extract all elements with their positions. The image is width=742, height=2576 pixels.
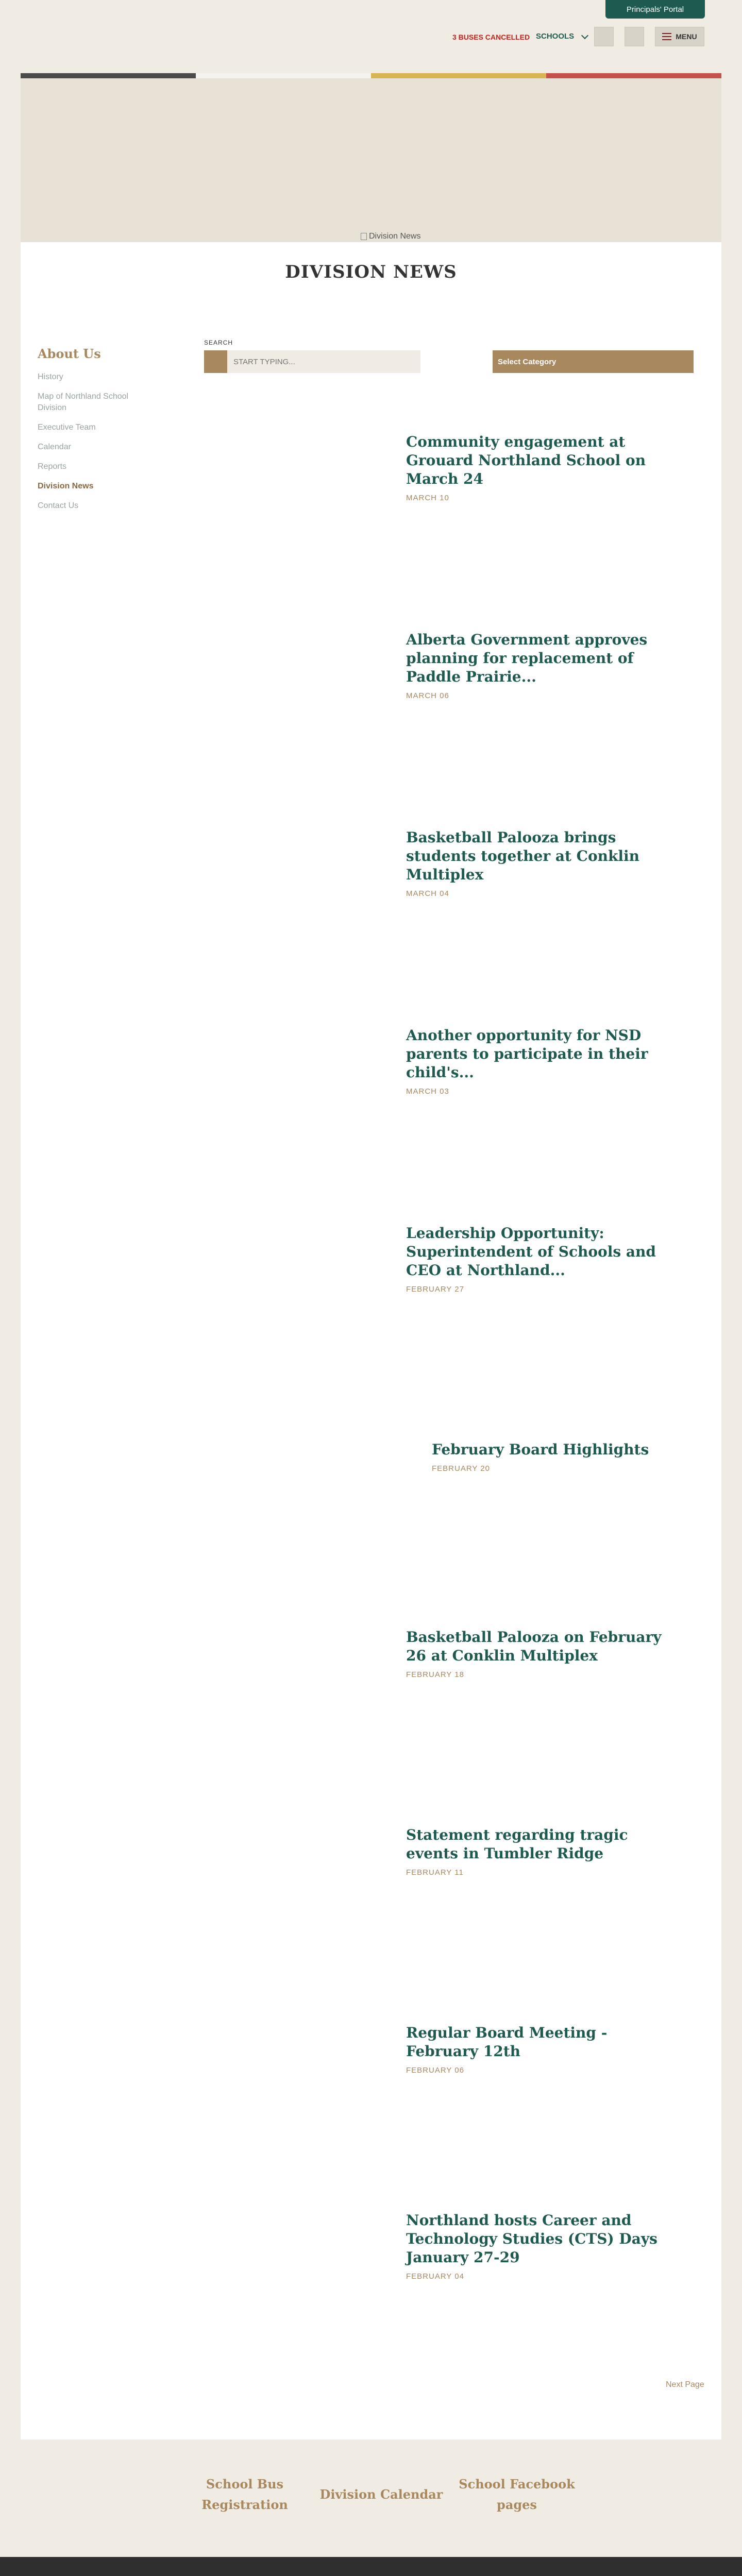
schools-dropdown[interactable] — [536, 32, 587, 41]
article-date: FEBRUARY 11 — [406, 1868, 464, 1877]
article-date: FEBRUARY 04 — [406, 2272, 464, 2281]
article-date: MARCH 06 — [406, 691, 449, 700]
article-item[interactable] — [406, 1628, 684, 1679]
article-title[interactable]: February Board Highlights — [432, 1441, 649, 1458]
principals-portal-button[interactable]: Principals' Portal — [605, 0, 705, 19]
search-button[interactable] — [204, 350, 227, 373]
hero-alt-text: Division News — [369, 232, 421, 241]
strip-segment — [196, 73, 371, 78]
article-item[interactable] — [406, 1826, 684, 1877]
article-date: MARCH 03 — [406, 1087, 449, 1096]
sidebar-item-executive-team[interactable]: Executive Team — [38, 423, 96, 432]
sidebar-nav — [38, 346, 151, 520]
school-bus-registration-link[interactable]: School Bus Registration — [201, 2477, 288, 2512]
article-item[interactable] — [406, 1026, 684, 1096]
article-item[interactable] — [406, 1224, 684, 1294]
next-page-link[interactable]: Next Page — [666, 2380, 704, 2389]
article-date: MARCH 10 — [406, 494, 449, 502]
sidebar-title: About Us — [38, 346, 101, 361]
article-item[interactable] — [406, 433, 684, 502]
article-title[interactable]: Basketball Palooza brings students together at Conklin Multiplex — [406, 829, 640, 883]
article-item[interactable] — [406, 631, 684, 700]
article-date: MARCH 04 — [406, 889, 449, 898]
article-date: FEBRUARY 20 — [432, 1464, 490, 1473]
article-item[interactable] — [432, 1440, 710, 1473]
sidebar-item-map[interactable]: Map of Northland School Division — [38, 392, 129, 412]
article-date: FEBRUARY 27 — [406, 1285, 464, 1294]
strip-segment — [21, 73, 196, 78]
search-input[interactable] — [227, 350, 420, 373]
quick-links — [0, 2468, 742, 2524]
article-title[interactable]: Statement regarding tragic events in Tumbler Ridge — [406, 1826, 628, 1862]
sidebar-item-history[interactable]: History — [38, 372, 63, 381]
article-date: FEBRUARY 06 — [406, 2066, 464, 2075]
buses-cancelled-link[interactable]: 3 BUSES CANCELLED — [452, 33, 530, 41]
article-title[interactable]: Another opportunity for NSD parents to participate in their child's... — [406, 1027, 648, 1081]
color-strip — [21, 73, 721, 78]
menu-label: MENU — [676, 32, 697, 41]
article-item[interactable] — [406, 2024, 684, 2075]
header-bar — [0, 27, 742, 46]
sidebar-item-contact-us[interactable]: Contact Us — [38, 501, 79, 510]
search-label: SEARCH — [204, 339, 233, 346]
strip-segment — [546, 73, 721, 78]
article-title[interactable]: Northland hosts Career and Technology Studies (CTS) Days January 27-29 — [406, 2212, 657, 2266]
article-item[interactable] — [406, 2211, 684, 2281]
search-box — [204, 350, 420, 373]
header-icon-button-1[interactable] — [594, 27, 614, 46]
strip-segment — [371, 73, 546, 78]
article-title[interactable]: Regular Board Meeting - February 12th — [406, 2024, 608, 2060]
menu-button[interactable] — [655, 27, 704, 46]
footer — [0, 2557, 742, 2576]
sidebar-item-reports[interactable]: Reports — [38, 462, 67, 471]
category-select[interactable]: Select Category — [493, 350, 694, 373]
chevron-down-icon — [581, 31, 588, 39]
article-title[interactable]: Community engagement at Grouard Northland School on March 24 — [406, 433, 646, 487]
broken-image-icon — [361, 233, 367, 240]
article-title[interactable]: Alberta Government approves planning for replacement of Paddle Prairie... — [406, 631, 648, 685]
hero-image-alt — [361, 232, 420, 241]
schools-label: SCHOOLS — [536, 32, 575, 41]
article-date: FEBRUARY 18 — [406, 1670, 464, 1679]
header-icon-button-2[interactable] — [625, 27, 644, 46]
school-facebook-pages-link[interactable]: School Facebook pages — [459, 2477, 575, 2512]
article-title[interactable]: Leadership Opportunity: Superintendent of Schools and CEO at Northland... — [406, 1225, 656, 1279]
article-title[interactable]: Basketball Palooza on February 26 at Conklin Multiplex — [406, 1629, 662, 1664]
division-calendar-link[interactable]: Division Calendar — [319, 2487, 443, 2502]
hamburger-icon — [662, 33, 671, 40]
hero-image — [21, 78, 721, 242]
page-title: DIVISION NEWS — [285, 262, 457, 282]
sidebar-item-division-news[interactable]: Division News — [38, 482, 94, 490]
sidebar-item-calendar[interactable]: Calendar — [38, 443, 71, 451]
article-item[interactable] — [406, 828, 684, 898]
main-content — [21, 242, 721, 2439]
